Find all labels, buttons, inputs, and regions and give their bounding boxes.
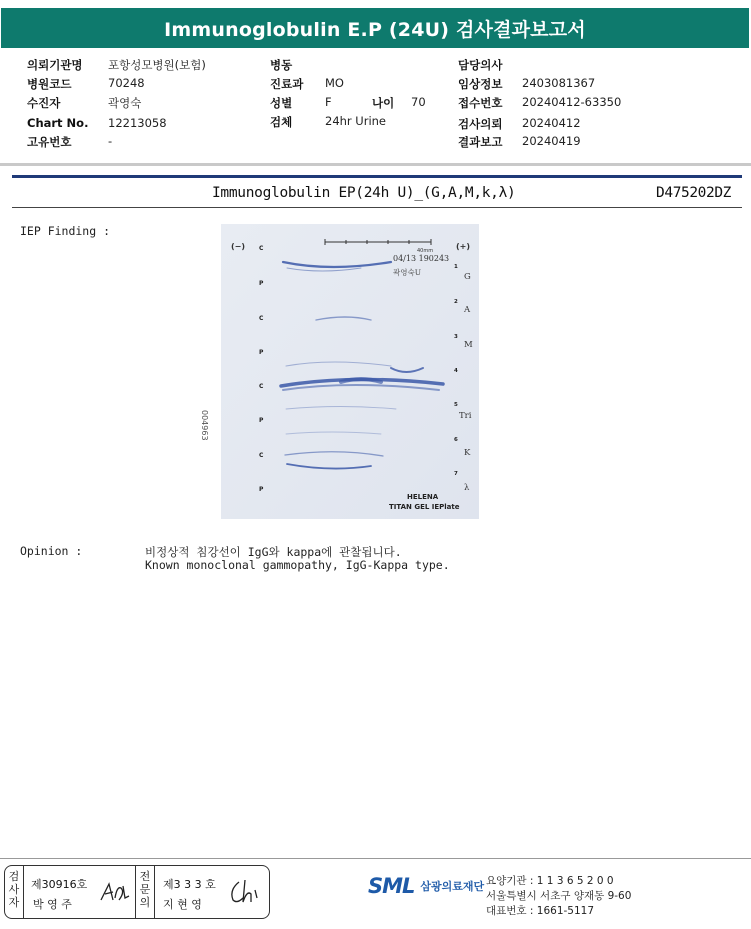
sex-value: F xyxy=(325,95,332,109)
receipt-label: 접수번호 xyxy=(458,96,503,110)
gel-handwritten-name: 곽영숙U xyxy=(393,268,422,277)
age-label: 나이 xyxy=(372,96,395,110)
well-letter: P xyxy=(259,486,264,493)
title-bar xyxy=(1,8,749,48)
divider xyxy=(12,207,742,208)
footer-divider xyxy=(0,858,751,859)
request-label: 검사의뢰 xyxy=(458,117,503,131)
gel-brand: HELENA xyxy=(407,493,439,501)
lane-number: 3 xyxy=(454,334,458,340)
hospital-label: 의뢰기관명 xyxy=(27,58,83,72)
result-label: 결과보고 xyxy=(458,135,503,149)
receipt-value: 20240412-63350 xyxy=(522,95,622,109)
clinical-label: 임상정보 xyxy=(458,77,503,91)
divider xyxy=(12,175,742,178)
well-letter: P xyxy=(259,280,264,287)
specimen-value: 24hr Urine xyxy=(325,114,387,128)
examiner-license: 제30916호 xyxy=(31,878,88,891)
well-letter: C xyxy=(259,383,264,390)
request-value: 20240412 xyxy=(522,116,581,130)
dept-label: 진료과 xyxy=(270,77,304,91)
report-header xyxy=(0,0,751,48)
iep-gel-image xyxy=(200,224,479,519)
gel-background xyxy=(221,224,479,519)
lane-label-g: G xyxy=(464,272,471,282)
examiner-role-label: 검사자 xyxy=(8,870,20,909)
unique-value: - xyxy=(108,134,113,148)
ward-label: 병동 xyxy=(270,58,293,72)
examiner-name: 박 영 주 xyxy=(33,898,72,911)
opinion-line-english: Known monoclonal gammopathy, IgG-Kappa type. xyxy=(145,558,450,572)
opinion-line-korean: 비정상적 침강선이 IgG와 kappa에 관찰됩니다. xyxy=(145,545,402,559)
org-name: 삼광의료재단 xyxy=(420,880,485,893)
lane-label-a: A xyxy=(464,305,471,315)
logo-mark: SML xyxy=(368,874,415,898)
well-letter: C xyxy=(259,315,264,322)
well-letter: P xyxy=(259,417,264,424)
org-phone: 대표번호 : 1661-5117 xyxy=(486,905,595,917)
dept-value: MO xyxy=(325,76,344,90)
gel-product: TITAN GEL IEPlate xyxy=(389,503,460,511)
test-code: D475202DZ xyxy=(656,185,731,201)
well-letter: P xyxy=(259,349,264,356)
lane-label-lambda: λ xyxy=(464,483,470,493)
gel-date-id: 04/13 190243 xyxy=(393,254,450,263)
reg-number: 요양기관 : 1 1 3 6 5 2 0 0 xyxy=(486,875,614,887)
code-label: 병원코드 xyxy=(27,77,72,91)
chart-label: Chart No. xyxy=(27,116,89,130)
well-letter: C xyxy=(259,245,264,252)
lane-number: 6 xyxy=(454,437,458,443)
specialist-name: 지 현 영 xyxy=(163,898,202,911)
clinical-value: 2403081367 xyxy=(522,76,596,90)
report-title: Immunoglobulin E.P (24U) 검사결과보고서 xyxy=(164,18,586,41)
lane-label-k: K xyxy=(464,448,471,458)
specimen-label: 검체 xyxy=(270,115,293,129)
examiner-signature xyxy=(97,878,133,906)
test-name: Immunoglobulin EP(24h U)_(G,A,M,k,λ) xyxy=(212,185,516,201)
doctor-label: 담당의사 xyxy=(458,58,503,72)
lane-number: 7 xyxy=(454,471,458,477)
age-value: 70 xyxy=(411,95,426,109)
specialist-role-label: 전문의 xyxy=(139,870,151,909)
patient-info xyxy=(0,54,751,154)
gel-side-id: 004963 xyxy=(200,410,209,441)
patient-value: 곽영숙 xyxy=(108,96,142,110)
lane-number: 4 xyxy=(454,368,458,374)
divider xyxy=(0,163,751,166)
specialist-license: 제3 3 3 호 xyxy=(163,878,216,891)
iep-finding-label: IEP Finding : xyxy=(20,224,111,238)
sex-label: 성별 xyxy=(270,96,293,110)
scale-label: 40mm xyxy=(417,248,434,254)
gel-cathode-marker: (−) xyxy=(231,242,246,251)
lane-number: 2 xyxy=(454,299,458,305)
code-value: 70248 xyxy=(108,76,145,90)
opinion-label: Opinion : xyxy=(20,544,83,558)
patient-label: 수진자 xyxy=(27,96,61,110)
lane-label-m: M xyxy=(464,340,473,350)
lane-number: 5 xyxy=(454,402,458,408)
gel-anode-marker: (+) xyxy=(456,242,471,251)
org-address: 서울특별시 서초구 양재동 9-60 xyxy=(486,890,632,902)
chart-value: 12213058 xyxy=(108,116,167,130)
result-value: 20240419 xyxy=(522,134,581,148)
lane-label-tri: Tri xyxy=(459,411,472,421)
specialist-signature xyxy=(225,876,263,908)
hospital-value: 포항성모병원(보험) xyxy=(108,58,206,72)
sml-logo xyxy=(368,874,484,898)
signature-box xyxy=(4,865,270,919)
unique-label: 고유번호 xyxy=(27,135,72,149)
well-letter: C xyxy=(259,452,264,459)
lane-number: 1 xyxy=(454,264,458,270)
